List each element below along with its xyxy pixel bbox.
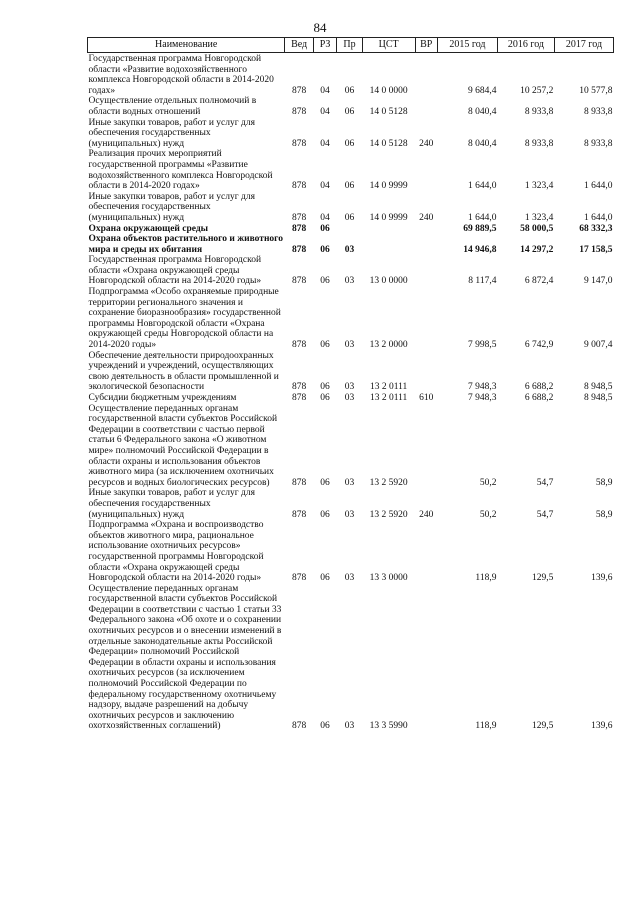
cell-rz: 04 — [320, 212, 330, 223]
cell-2017: 58,9 — [595, 477, 613, 488]
cell-pr: 03 — [344, 340, 355, 351]
cell-2016: 8 933,8 — [524, 138, 554, 149]
cell-pr: 06 — [344, 138, 355, 149]
cell-2017: 17 158,5 — [579, 244, 613, 255]
cell-2015: 8 117,4 — [468, 276, 497, 287]
cell-rz: 06 — [320, 477, 330, 488]
cell-name: Охрана окружающей среды — [88, 223, 209, 234]
cell-name: Субсидии бюджетным учреждениям — [88, 393, 237, 403]
cell-rz: 06 — [320, 382, 330, 393]
cell-2016: 6 688,2 — [524, 393, 554, 403]
page-number: 84 — [313, 20, 327, 35]
cell-pr: 03 — [344, 382, 355, 393]
cell-vr — [415, 404, 437, 489]
header-name: Наименование — [88, 38, 285, 53]
cell-2017: 9 147,0 — [584, 276, 613, 287]
cell-rz: 04 — [320, 106, 330, 117]
cell-pr: 06 — [344, 212, 355, 223]
cell-cst — [362, 234, 415, 255]
cell-vr — [415, 224, 437, 235]
cell-2016: 54,7 — [536, 509, 554, 520]
cell-pr: 03 — [344, 244, 355, 255]
cell-ved: 878 — [291, 212, 307, 223]
cell-ved: 878 — [291, 573, 307, 584]
cell-vr: 240 — [419, 212, 434, 223]
cell-name: Охрана объектов растительного и животного мира и среды их обитания — [88, 234, 283, 255]
table-row — [88, 96, 614, 117]
cell-2015: 50,2 — [479, 509, 497, 520]
cell-name: Реализация прочих мероприятий государственной программы «Развитие водохозяйственного комплекса Новгородской области в 2014-2020 годах» — [88, 149, 273, 192]
cell-name: Иные закупки товаров, работ и услуг для обеспечения государственных (муниципальных) нужд — [88, 191, 255, 223]
table-row — [88, 520, 614, 584]
cell-rz: 04 — [320, 181, 330, 192]
cell-rz: 06 — [320, 509, 330, 520]
cell-2015: 9 684,4 — [467, 85, 497, 96]
cell-pr: 03 — [344, 393, 355, 403]
header-cst: ЦСТ — [362, 38, 415, 53]
cell-vr: 610 — [419, 393, 434, 403]
cell-rz: 06 — [320, 721, 330, 732]
cell-name: Осуществление переданных органам государственной власти субъектов Российской Федерации в соответствии с частью 1 статьи 33 Федерального закона «Об охоте и о сохранении охотничьих ресурсов и о внесении изменений в отдельные законодательные акты Российской Федерации» полномочий Российской Федерации в области охраны и использования охотничьих ресурсов (за исключением полномочий Российской Федерации по федеральному государственному охотничьему надзору, выдаче разрешений на добычу охотничьих ресурсов и заключению охотхозяйственных соглашений) — [88, 583, 282, 732]
table-header-row — [88, 38, 614, 53]
cell-name: Осуществление отдельных полномочий в области водных отношений — [88, 96, 257, 117]
table-row — [88, 584, 614, 732]
cell-rz: 04 — [320, 85, 330, 96]
cell-ved: 878 — [291, 340, 307, 351]
cell-pr: 06 — [344, 181, 355, 192]
cell-2015: 7 948,3 — [467, 382, 497, 393]
cell-cst: 13 0 0000 — [369, 276, 408, 287]
cell-vr — [415, 520, 437, 584]
cell-pr — [337, 224, 362, 235]
table-row — [88, 149, 614, 191]
cell-vr — [415, 584, 437, 732]
cell-2016: 6 872,4 — [524, 276, 554, 287]
cell-name: Подпрограмма «Охрана и воспроизводство объектов животного мира, рациональное использование охотничьих ресурсов» государственной программы Новгородской области «Охрана окружающей среды Новгородской области на 2014-2020 годы» — [88, 520, 264, 584]
cell-cst: 13 2 0000 — [369, 340, 408, 351]
cell-cst: 14 0 9999 — [369, 181, 408, 192]
cell-2016: 6 688,2 — [524, 382, 554, 393]
cell-cst: 14 0 0000 — [369, 85, 408, 96]
cell-2015: 50,2 — [479, 477, 497, 488]
table-row — [88, 255, 614, 287]
cell-rz: 06 — [320, 393, 330, 403]
cell-ved: 878 — [291, 85, 307, 96]
table-row — [88, 234, 614, 255]
cell-vr: 240 — [419, 509, 434, 520]
cell-2015: 8 040,4 — [467, 106, 497, 117]
cell-2015: 1 644,0 — [467, 181, 497, 192]
cell-rz: 06 — [320, 573, 330, 584]
cell-pr: 06 — [344, 106, 355, 117]
cell-2016: 6 742,9 — [524, 340, 554, 351]
cell-pr: 03 — [344, 721, 355, 732]
cell-vr — [415, 149, 437, 191]
cell-2017: 9 007,4 — [584, 340, 613, 351]
cell-name: Иные закупки товаров, работ и услуг для обеспечения государственных (муниципальных) нужд — [88, 117, 255, 149]
cell-vr — [415, 255, 437, 287]
table-row — [88, 224, 614, 235]
cell-ved: 878 — [291, 382, 307, 393]
cell-vr: 240 — [419, 138, 434, 149]
cell-ved: 878 — [291, 393, 307, 403]
cell-ved: 878 — [291, 138, 307, 149]
table-row — [88, 192, 614, 224]
cell-2016: 8 933,8 — [524, 106, 554, 117]
cell-2017: 139,6 — [591, 721, 613, 732]
cell-name: Подпрограмма «Особо охраняемые природные территории регионального значения и сохранение биоразнообразия» государственной программы Новгородской области «Охрана окружающей среды Новгородской области на 2014-2020 годы» — [88, 287, 281, 351]
header-pr: Пр — [337, 38, 362, 53]
cell-2016: 1 323,4 — [524, 212, 554, 223]
cell-cst: 13 3 5990 — [369, 721, 408, 732]
header-2017: 2017 год — [554, 38, 613, 53]
cell-pr: 03 — [344, 276, 355, 287]
table-row — [88, 118, 614, 150]
header-rz: РЗ — [313, 38, 336, 53]
cell-cst: 13 2 5920 — [369, 509, 408, 520]
table-row — [88, 404, 614, 489]
cell-cst — [362, 224, 415, 235]
cell-cst: 13 3 0000 — [369, 573, 408, 584]
cell-ved: 878 — [291, 106, 307, 117]
cell-pr: 03 — [344, 573, 355, 584]
cell-rz: 06 — [320, 223, 330, 234]
cell-2017: 8 948,5 — [584, 393, 613, 403]
table-row — [88, 53, 614, 97]
cell-vr — [415, 53, 437, 97]
cell-ved: 878 — [291, 276, 307, 287]
cell-2016: 129,5 — [532, 721, 554, 732]
cell-cst: 13 2 0111 — [369, 382, 408, 393]
cell-vr — [415, 287, 437, 351]
cell-cst: 14 0 5128 — [369, 138, 408, 149]
cell-2017: 10 577,8 — [579, 85, 613, 96]
cell-2016: 10 257,2 — [520, 85, 554, 96]
cell-name: Осуществление переданных органам государственной власти субъектов Российской Федерации в соответствии с частью первой статьи 6 Федерального закона «О животном мире» полномочий Российской Федерации в области охраны и использования объектов животного мира (за исключением охотничьих ресурсов и водных биологических ресурсов) — [88, 403, 278, 488]
cell-pr: 03 — [344, 509, 355, 520]
cell-2017: 8 948,5 — [584, 382, 613, 393]
cell-cst: 14 0 5128 — [369, 106, 408, 117]
cell-2017: 68 332,3 — [579, 223, 613, 234]
cell-pr: 06 — [344, 85, 355, 96]
table-row — [88, 393, 614, 404]
table-row — [88, 488, 614, 520]
cell-2017: 139,6 — [591, 573, 613, 584]
cell-vr — [415, 234, 437, 255]
cell-ved: 878 — [291, 244, 307, 255]
cell-2016: 54,7 — [536, 477, 554, 488]
cell-ved: 878 — [291, 181, 307, 192]
cell-rz: 06 — [320, 244, 330, 255]
cell-name: Государственная программа Новгородской области «Развитие водохозяйственного комплекса Новгородской области в 2014-2020 годах» — [88, 54, 274, 96]
cell-cst: 14 0 9999 — [369, 212, 408, 223]
cell-2015: 7 948,3 — [467, 393, 497, 403]
header-vr: ВР — [415, 38, 437, 53]
table-row — [88, 351, 614, 393]
cell-cst: 13 2 0111 — [369, 393, 408, 403]
cell-name: Иные закупки товаров, работ и услуг для обеспечения государственных (муниципальных) нужд — [88, 488, 255, 520]
header-2016: 2016 год — [497, 38, 554, 53]
cell-2016: 58 000,5 — [520, 223, 554, 234]
cell-2015: 8 040,4 — [467, 138, 497, 149]
cell-2015: 118,9 — [475, 721, 497, 732]
cell-ved: 878 — [291, 223, 307, 234]
cell-cst: 13 2 5920 — [369, 477, 408, 488]
cell-name: Обеспечение деятельности природоохранных учреждений и учреждений, осуществляющих свою деятельность в области промышленной и экологической безопасности — [88, 350, 279, 393]
table-body — [88, 53, 614, 733]
header-2015: 2015 год — [437, 38, 497, 53]
cell-rz: 06 — [320, 276, 330, 287]
cell-2015: 69 889,5 — [463, 223, 497, 234]
cell-2016: 1 323,4 — [524, 181, 554, 192]
cell-2016: 129,5 — [532, 573, 554, 584]
cell-2017: 58,9 — [595, 509, 613, 520]
cell-2015: 1 644,0 — [467, 212, 497, 223]
cell-2017: 1 644,0 — [584, 181, 613, 192]
cell-rz: 04 — [320, 138, 330, 149]
table-row — [88, 287, 614, 351]
cell-vr — [415, 351, 437, 393]
cell-2017: 8 933,8 — [584, 138, 613, 149]
cell-2015: 14 946,8 — [463, 244, 497, 255]
cell-ved: 878 — [291, 721, 307, 732]
budget-table — [87, 37, 614, 732]
cell-2015: 7 998,5 — [467, 340, 497, 351]
cell-2016: 14 297,2 — [520, 244, 554, 255]
cell-2015: 118,9 — [475, 573, 497, 584]
cell-ved: 878 — [291, 477, 307, 488]
cell-name: Государственная программа Новгородской области «Охрана окружающей среды Новгородской области на 2014-2020 годы» — [88, 255, 262, 287]
cell-pr: 03 — [344, 477, 355, 488]
cell-vr — [415, 96, 437, 117]
cell-2017: 1 644,0 — [584, 212, 613, 223]
header-ved: Вед — [285, 38, 313, 53]
cell-ved: 878 — [291, 509, 307, 520]
cell-rz: 06 — [320, 340, 330, 351]
cell-2017: 8 933,8 — [584, 106, 613, 117]
